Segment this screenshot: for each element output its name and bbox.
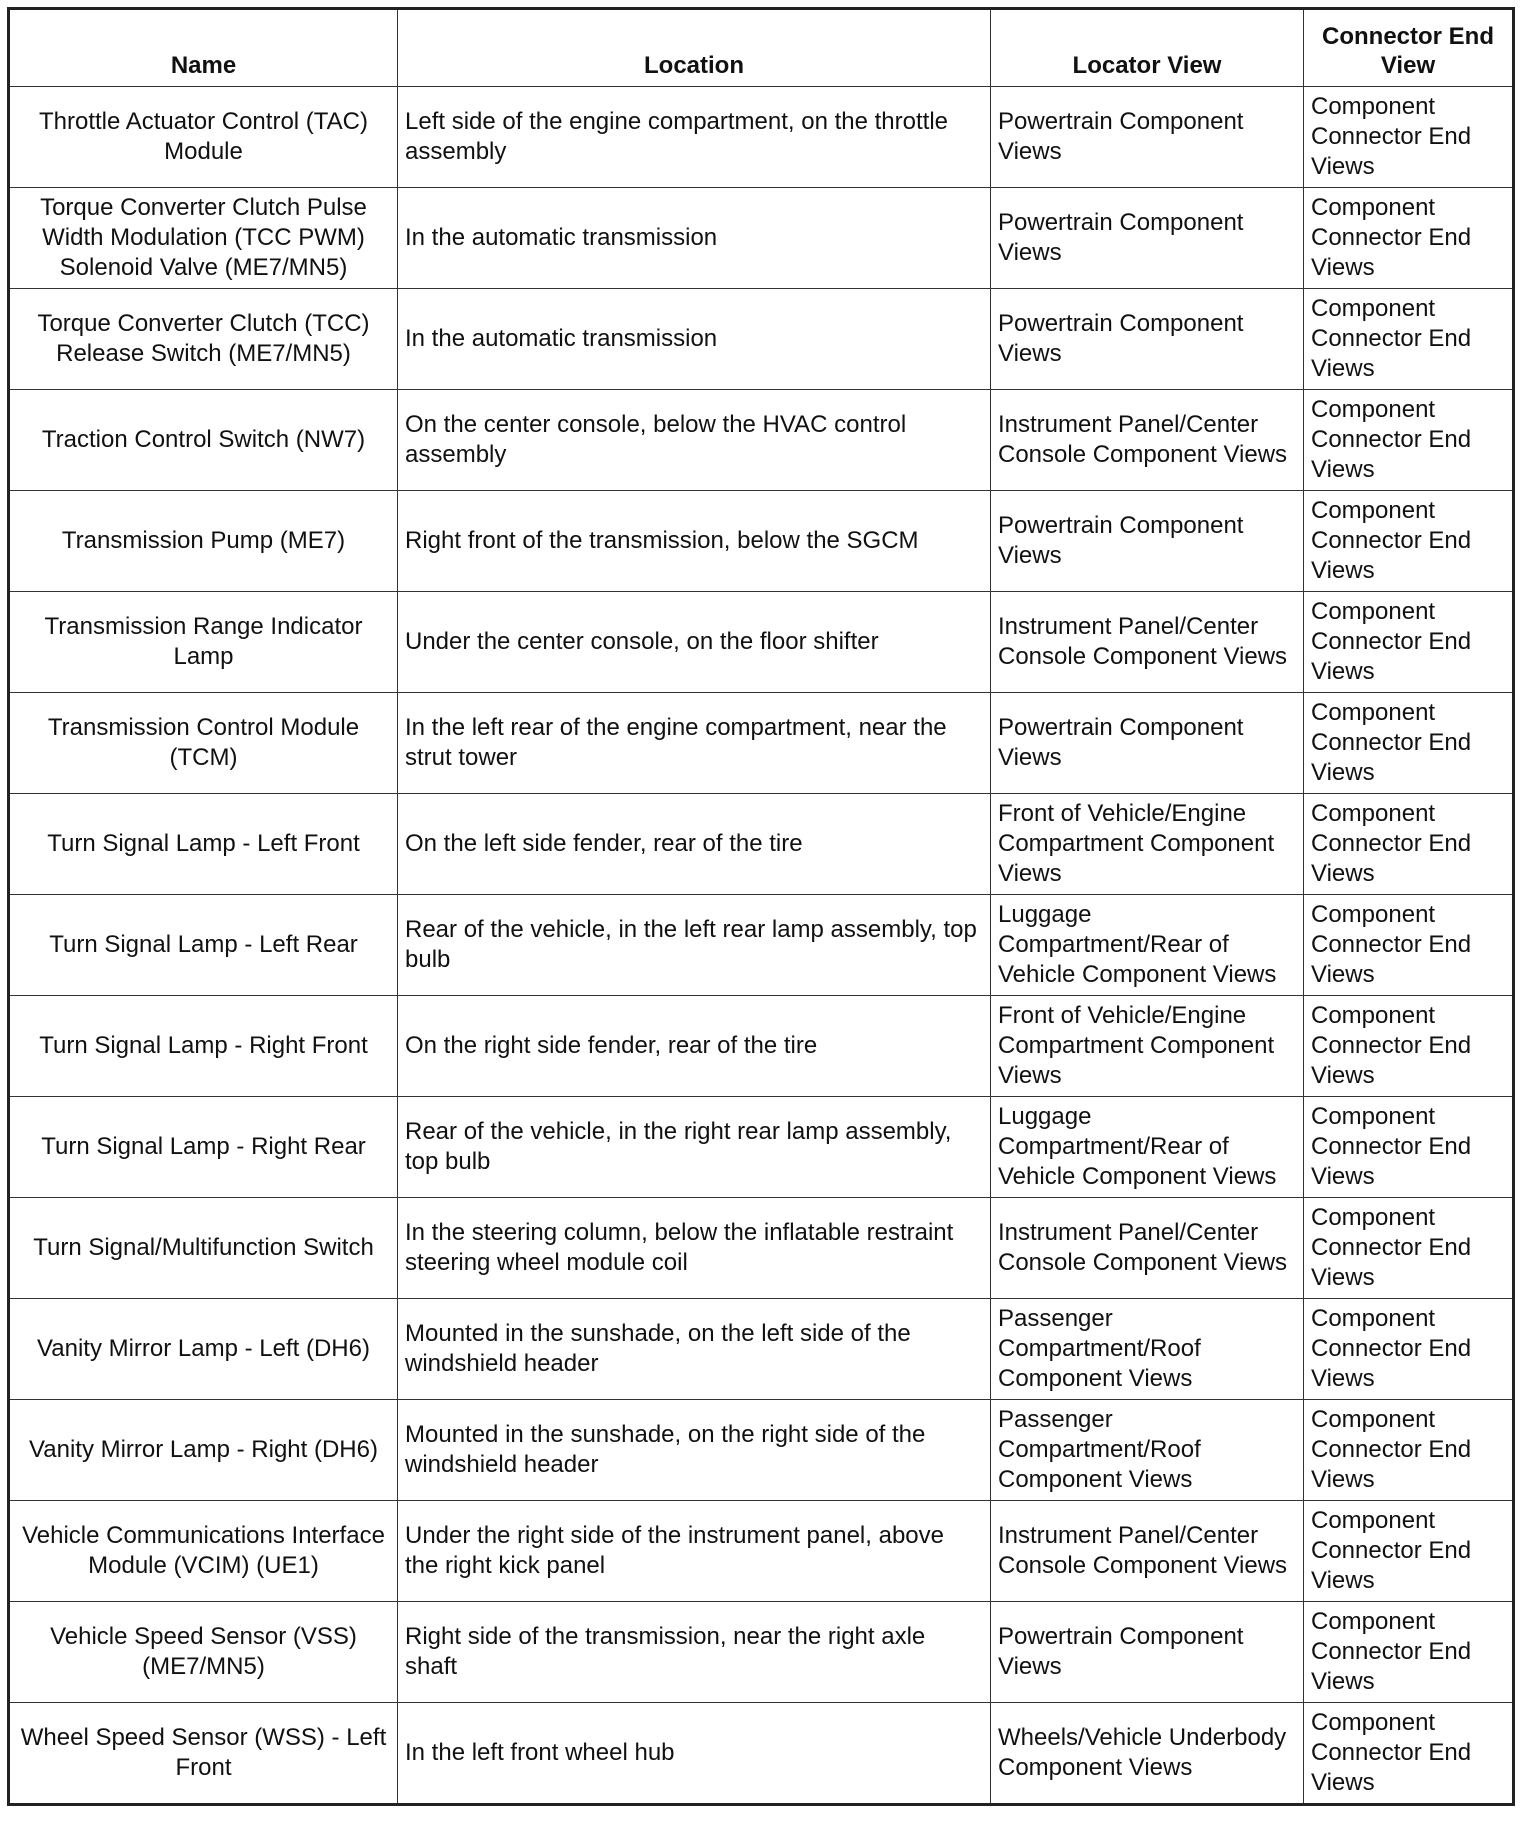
cell-location: Rear of the vehicle, in the right rear lamp assembly, top bulb — [398, 1097, 991, 1198]
cell-location: In the left front wheel hub — [398, 1703, 991, 1805]
cell-connector-end-view: Component Connector End Views — [1304, 996, 1514, 1097]
table-row — [9, 693, 1514, 794]
cell-connector-end-view: Component Connector End Views — [1304, 1198, 1514, 1299]
table-body — [9, 87, 1514, 1805]
cell-locator-view: Powertrain Component Views — [991, 87, 1304, 188]
cell-location: On the left side fender, rear of the tire — [398, 794, 991, 895]
cell-name: Transmission Control Module (TCM) — [9, 693, 398, 794]
table-row — [9, 1198, 1514, 1299]
table-row — [9, 1400, 1514, 1501]
cell-location: Left side of the engine compartment, on the throttle assembly — [398, 87, 991, 188]
cell-connector-end-view: Component Connector End Views — [1304, 1602, 1514, 1703]
cell-connector-end-view: Component Connector End Views — [1304, 592, 1514, 693]
cell-connector-end-view: Component Connector End Views — [1304, 794, 1514, 895]
table-row — [9, 592, 1514, 693]
cell-location: In the automatic transmission — [398, 188, 991, 289]
cell-connector-end-view: Component Connector End Views — [1304, 289, 1514, 390]
table-row — [9, 188, 1514, 289]
header-row — [9, 9, 1514, 87]
header-locator-view: Locator View — [991, 9, 1304, 87]
cell-locator-view: Front of Vehicle/Engine Compartment Component Views — [991, 794, 1304, 895]
table-row — [9, 1097, 1514, 1198]
cell-connector-end-view: Component Connector End Views — [1304, 1400, 1514, 1501]
cell-connector-end-view: Component Connector End Views — [1304, 895, 1514, 996]
cell-connector-end-view: Component Connector End Views — [1304, 390, 1514, 491]
cell-location: In the automatic transmission — [398, 289, 991, 390]
table-row — [9, 1602, 1514, 1703]
cell-location: Right front of the transmission, below the SGCM — [398, 491, 991, 592]
cell-name: Torque Converter Clutch Pulse Width Modulation (TCC PWM) Solenoid Valve (ME7/MN5) — [9, 188, 398, 289]
table-row — [9, 491, 1514, 592]
table-row — [9, 996, 1514, 1097]
cell-locator-view: Wheels/Vehicle Underbody Component Views — [991, 1703, 1304, 1805]
cell-connector-end-view: Component Connector End Views — [1304, 1501, 1514, 1602]
cell-locator-view: Instrument Panel/Center Console Component Views — [991, 592, 1304, 693]
table-row — [9, 289, 1514, 390]
cell-connector-end-view: Component Connector End Views — [1304, 491, 1514, 592]
table-row — [9, 1703, 1514, 1805]
cell-location: In the steering column, below the inflatable restraint steering wheel module coil — [398, 1198, 991, 1299]
cell-locator-view: Instrument Panel/Center Console Component Views — [991, 390, 1304, 491]
cell-location: Mounted in the sunshade, on the left side of the windshield header — [398, 1299, 991, 1400]
cell-name: Torque Converter Clutch (TCC) Release Switch (ME7/MN5) — [9, 289, 398, 390]
cell-location: Under the right side of the instrument panel, above the right kick panel — [398, 1501, 991, 1602]
cell-location: Under the center console, on the floor shifter — [398, 592, 991, 693]
cell-name: Vehicle Communications Interface Module (VCIM) (UE1) — [9, 1501, 398, 1602]
cell-name: Wheel Speed Sensor (WSS) - Left Front — [9, 1703, 398, 1805]
cell-location: Rear of the vehicle, in the left rear lamp assembly, top bulb — [398, 895, 991, 996]
cell-locator-view: Passenger Compartment/Roof Component Views — [991, 1400, 1304, 1501]
cell-name: Turn Signal Lamp - Right Rear — [9, 1097, 398, 1198]
cell-location: In the left rear of the engine compartment, near the strut tower — [398, 693, 991, 794]
header-name: Name — [9, 9, 398, 87]
cell-locator-view: Powertrain Component Views — [991, 289, 1304, 390]
cell-name: Vanity Mirror Lamp - Left (DH6) — [9, 1299, 398, 1400]
cell-locator-view: Luggage Compartment/Rear of Vehicle Component Views — [991, 1097, 1304, 1198]
table-row — [9, 794, 1514, 895]
cell-locator-view: Instrument Panel/Center Console Component Views — [991, 1501, 1304, 1602]
cell-location: Right side of the transmission, near the right axle shaft — [398, 1602, 991, 1703]
cell-locator-view: Front of Vehicle/Engine Compartment Component Views — [991, 996, 1304, 1097]
cell-name: Traction Control Switch (NW7) — [9, 390, 398, 491]
table-row — [9, 895, 1514, 996]
cell-locator-view: Powertrain Component Views — [991, 491, 1304, 592]
cell-name: Vanity Mirror Lamp - Right (DH6) — [9, 1400, 398, 1501]
table-header — [9, 9, 1514, 87]
cell-name: Turn Signal Lamp - Left Front — [9, 794, 398, 895]
cell-connector-end-view: Component Connector End Views — [1304, 693, 1514, 794]
cell-location: Mounted in the sunshade, on the right side of the windshield header — [398, 1400, 991, 1501]
header-connector-end-view: Connector End View — [1304, 9, 1514, 87]
cell-name: Turn Signal Lamp - Right Front — [9, 996, 398, 1097]
cell-name: Vehicle Speed Sensor (VSS) (ME7/MN5) — [9, 1602, 398, 1703]
cell-locator-view: Passenger Compartment/Roof Component Views — [991, 1299, 1304, 1400]
header-location: Location — [398, 9, 991, 87]
cell-name: Turn Signal Lamp - Left Rear — [9, 895, 398, 996]
component-locator-table — [7, 7, 1515, 1806]
component-locator-table-container — [7, 7, 1515, 1806]
table-row — [9, 87, 1514, 188]
cell-locator-view: Powertrain Component Views — [991, 188, 1304, 289]
cell-location: On the right side fender, rear of the tire — [398, 996, 991, 1097]
cell-connector-end-view: Component Connector End Views — [1304, 1097, 1514, 1198]
cell-connector-end-view: Component Connector End Views — [1304, 1299, 1514, 1400]
cell-connector-end-view: Component Connector End Views — [1304, 188, 1514, 289]
cell-connector-end-view: Component Connector End Views — [1304, 1703, 1514, 1805]
table-row — [9, 1501, 1514, 1602]
cell-location: On the center console, below the HVAC control assembly — [398, 390, 991, 491]
cell-name: Transmission Range Indicator Lamp — [9, 592, 398, 693]
cell-name: Throttle Actuator Control (TAC) Module — [9, 87, 398, 188]
table-row — [9, 390, 1514, 491]
cell-name: Transmission Pump (ME7) — [9, 491, 398, 592]
cell-name: Turn Signal/Multifunction Switch — [9, 1198, 398, 1299]
cell-locator-view: Instrument Panel/Center Console Component Views — [991, 1198, 1304, 1299]
table-row — [9, 1299, 1514, 1400]
cell-locator-view: Luggage Compartment/Rear of Vehicle Component Views — [991, 895, 1304, 996]
cell-connector-end-view: Component Connector End Views — [1304, 87, 1514, 188]
cell-locator-view: Powertrain Component Views — [991, 693, 1304, 794]
cell-locator-view: Powertrain Component Views — [991, 1602, 1304, 1703]
